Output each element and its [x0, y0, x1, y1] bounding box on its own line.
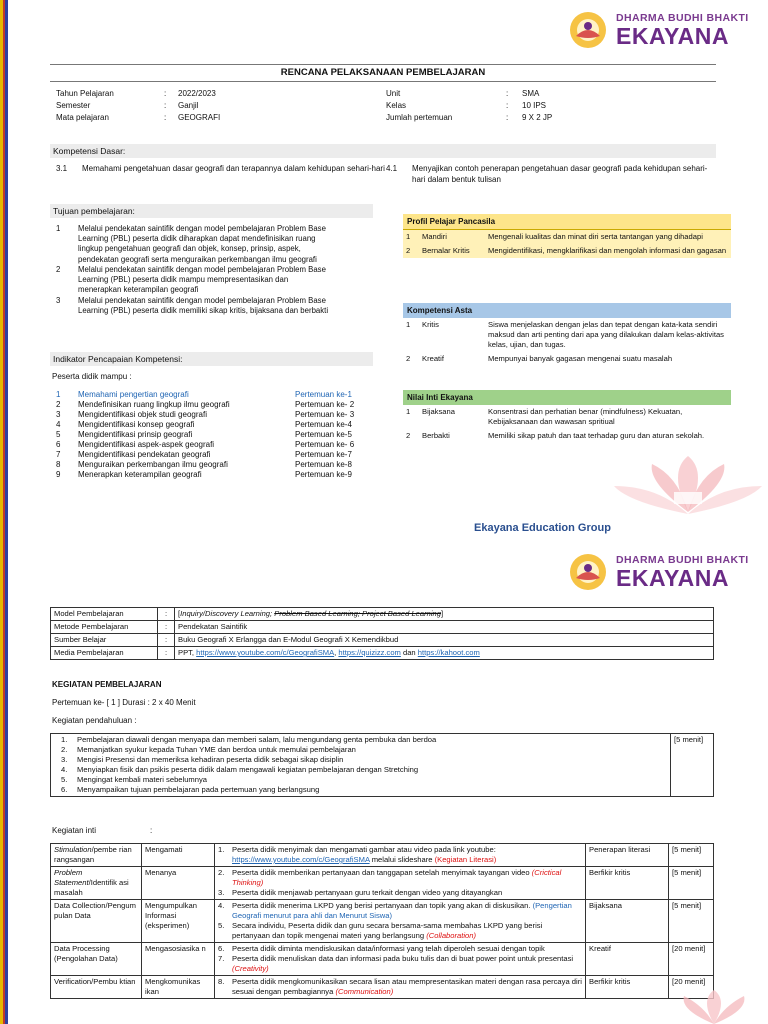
- tujuan-line: Learning (PBL) peserta didik memiliki sikap kritis, bijaksana dan berbakti: [78, 306, 329, 316]
- ipk-heading: Indikator Pencapaian Kompetensi:: [50, 352, 373, 366]
- ipk-text: Mengidentifikasi objek studi geografi: [78, 410, 207, 419]
- meta-label: Semester: [56, 101, 91, 110]
- inti-act: Menanya: [142, 867, 215, 900]
- pendahuluan-text: Memanjatkan syukur kepada Tuhan YME dan berdoa untuk memulai pembelajaran: [77, 745, 356, 754]
- step-text: Peserta didik menerima LKPD yang berisi pertanyaan dan topik yang akan di diskusikan.: [232, 901, 531, 910]
- link-youtube[interactable]: https://www.youtube.com/c/GeografiSMA: [232, 855, 370, 864]
- link-youtube[interactable]: https://www.youtube.com/c/GeografiSMA: [196, 648, 335, 657]
- nilai-heading: Nilai Inti Ekayana: [403, 390, 731, 405]
- tujuan-item: [56, 224, 370, 265]
- ipk-num: 2: [56, 400, 61, 409]
- lotus-decoration-icon: [608, 452, 768, 522]
- ipk-item: [56, 470, 376, 480]
- pendahuluan-item: 5. Mengingat kembali materi sebelumnya: [61, 775, 208, 784]
- pendahuluan-item: 2. Memanjatkan syukur kepada Tuhan YME dan berdoa untuk memulai pembelajaran: [61, 745, 356, 754]
- step-num: 5.: [218, 921, 225, 930]
- profil-row: [403, 244, 731, 258]
- row-desc: Siswa menjelaskan dengan jelas dan tepat dengan kata-kata sendiri maksud dan arti penting dari apa yang dilakukan dalam kelas-aktivitas kelas, ujian, dan tugas.: [488, 320, 724, 349]
- ipk-item: [56, 450, 376, 460]
- pendahuluan-text: Mengingat kembali materi sebelumnya: [77, 775, 208, 784]
- ipk-item: [56, 440, 376, 450]
- ipk-text: Menguraikan perkembangan ilmu geografi: [78, 460, 228, 469]
- inti-phase: Data Processing (Pengolahan Data): [51, 943, 142, 976]
- row-desc: Konsentrasi dan perhatian benar (mindfulness) Kekuatan, Kebijaksanaan dan wawasan spritiual: [488, 407, 683, 426]
- inti-phase: Data Collection/Pengum pulan Data: [51, 900, 142, 943]
- meta-label: Kelas: [386, 101, 407, 110]
- meta-value: 10 IPS: [522, 101, 547, 110]
- ipk-item: [56, 420, 376, 430]
- inti-steps: [215, 900, 586, 943]
- step-num: 7.: [218, 954, 225, 963]
- model-label: Model Pembelajaran: [51, 608, 158, 621]
- step-highlight: (Creativity): [232, 964, 269, 973]
- meta-label: Jumlah pertemuan: [386, 113, 453, 122]
- row-name: Kritis: [422, 320, 439, 329]
- inti-value: Bijaksana: [586, 900, 669, 943]
- tujuan-num: 3: [56, 296, 61, 305]
- step-text: Peserta didik menuliskan data dan informasi pada buku tulis dan di buat power point untuk presentasi: [232, 954, 574, 963]
- asta-row: [403, 352, 731, 366]
- meta-label: Mata pelajaran: [56, 113, 109, 122]
- tujuan-line: Melalui pendekatan saintifik dengan model pembelajaran Problem Base: [78, 296, 326, 305]
- ipk-text: Mengidentifikasi prinsip geografi: [78, 430, 193, 439]
- row-name: Bijaksana: [422, 407, 455, 416]
- inti-time: [20 menit]: [669, 943, 714, 976]
- left-stripe-bottom: [0, 512, 8, 1024]
- ipk-meet: Pertemuan ke- 2: [295, 400, 355, 409]
- row-no: 2: [406, 354, 411, 363]
- brand-line2: EKAYANA: [616, 23, 730, 49]
- row-desc: Mempunyai banyak gagasan mengenai suatu masalah: [488, 354, 673, 363]
- ipk-meet: Pertemuan ke-1: [295, 390, 352, 399]
- colon: :: [506, 113, 509, 122]
- tujuan-heading: Tujuan pembelajaran:: [50, 204, 373, 218]
- nilai-box: [403, 390, 731, 443]
- inti-steps: [215, 867, 586, 900]
- link-quizizz[interactable]: https://quizizz.com: [338, 648, 401, 657]
- row-name: Bernalar Kritis: [422, 246, 470, 255]
- colon: :: [164, 113, 167, 122]
- kd-right: [386, 163, 716, 185]
- link-kahoot[interactable]: https://kahoot.com: [417, 648, 480, 657]
- brand-line2: EKAYANA: [616, 565, 730, 591]
- tujuan-list: [56, 224, 370, 317]
- meta-label: Unit: [386, 89, 401, 98]
- inti-act: Mengamati: [142, 844, 215, 867]
- ipk-meet: Pertemuan ke-4: [295, 420, 352, 429]
- ipk-text: Menerapkan keterampilan geografi: [78, 470, 202, 479]
- inti-table: [50, 843, 714, 999]
- pendahuluan-text: Pembelajaran diawali dengan menyapa dan memberi salam, lalu mengundang genta pembuka dan berdoa: [77, 735, 437, 744]
- row-no: 1: [406, 407, 411, 416]
- inti-time: [5 menit]: [669, 900, 714, 943]
- inti-steps: [215, 943, 586, 976]
- tujuan-item: [56, 265, 370, 296]
- step-text: Peserta didik menjawab pertanyaan guru terkait dengan video yang ditayangkan: [232, 888, 503, 897]
- step-text: Secara individu, Peserta didik dan guru secara bersama-sama membahas LKPD yang berisi pertanyaan dan topik mengenai materi yang berlangsung: [232, 921, 543, 940]
- ekayana-emblem-icon: [568, 10, 608, 50]
- pendahuluan-text: Mengisi Presensi dan memeriksa kehadiran peserta didik sebagai sikap disiplin: [77, 755, 344, 764]
- step-highlight: (Collaboration): [426, 931, 477, 940]
- row-no: 2: [406, 246, 411, 255]
- asta-box: [403, 303, 731, 366]
- inti-phase: Verification/Pembu ktian: [51, 976, 142, 999]
- inti-value: Kreatif: [586, 943, 669, 976]
- inti-time: [5 menit]: [669, 844, 714, 867]
- group-name: Ekayana Education Group: [474, 522, 611, 534]
- tujuan-num: 1: [56, 224, 61, 233]
- nilai-row: [403, 429, 731, 443]
- inti-steps: [215, 976, 586, 999]
- inti-row: [51, 900, 714, 943]
- ipk-text: Mengidentifikasi konsep geografi: [78, 420, 195, 429]
- ipk-item: [56, 460, 376, 470]
- pendahuluan-table: [50, 733, 714, 797]
- ipk-item: [56, 410, 376, 420]
- step-num: 3.: [218, 888, 225, 897]
- colon: :: [158, 621, 175, 634]
- meta-value: GEOGRAFI: [178, 113, 221, 122]
- tujuan-line: Melalui pendekatan saintifik dengan model pembelajaran Problem Base: [78, 224, 326, 233]
- ipk-text: Mengidentifikasi aspek-aspek geografi: [78, 440, 215, 449]
- ipk-text: Memahami pengertian geografi: [78, 390, 189, 399]
- ipk-meet: Pertemuan ke- 6: [295, 440, 355, 449]
- inti-colon: :: [150, 826, 153, 835]
- step-highlight: (Kegiatan Literasi): [434, 855, 497, 864]
- step-num: 6.: [218, 944, 225, 953]
- pendahuluan-item: 1. Pembelajaran diawali dengan menyapa dan memberi salam, lalu mengundang genta pembuka dan berdoa: [61, 735, 437, 744]
- inti-value: Berfikir kritis: [586, 976, 669, 999]
- inti-value: Berfikir kritis: [586, 867, 669, 900]
- step-text: Peserta didik memberikan pertanyaan dan tanggapan setelah menyimak tayangan video: [232, 868, 530, 877]
- pendahuluan-item: 3. Mengisi Presensi dan memeriksa kehadiran peserta didik sebagai sikap disiplin: [61, 755, 344, 764]
- asta-heading: Kompetensi Asta: [403, 303, 731, 318]
- meta-value: 9 X 2 JP: [522, 113, 553, 122]
- meta-label: Tahun Pelajaran: [56, 89, 114, 98]
- lotus-decoration-icon: [660, 990, 768, 1024]
- step-num: 2.: [218, 868, 225, 877]
- inti-row: [51, 976, 714, 999]
- kd-left-text: Memahami pengetahuan dasar geografi dan terapannya dalam kehidupan sehari-hari: [82, 164, 385, 173]
- colon: :: [506, 89, 509, 98]
- ipk-num: 3: [56, 410, 61, 419]
- brand-logo: [568, 552, 749, 592]
- colon: :: [158, 634, 175, 647]
- inti-row: [51, 844, 714, 867]
- model-row: [51, 647, 714, 660]
- model-label: Metode Pembelajaran: [51, 621, 158, 634]
- meta-right: [386, 88, 586, 124]
- row-no: 1: [406, 320, 411, 329]
- row-desc: Mengidentifikasi, mengklarifikasi dan mengolah informasi dan gagasan: [488, 246, 727, 255]
- ipk-meet: Pertemuan ke-8: [295, 460, 352, 469]
- colon: :: [158, 608, 175, 621]
- ipk-num: 6: [56, 440, 61, 449]
- ipk-list: [56, 390, 376, 480]
- inti-value: Penerapan literasi: [586, 844, 669, 867]
- row-name: Berbakti: [422, 431, 450, 440]
- tujuan-item: [56, 296, 370, 317]
- step-highlight: (Pengertian Geografi menurut para ahli dan Menurut Siswa): [232, 901, 572, 920]
- ipk-item: [56, 390, 376, 400]
- model-value: PPT, https://www.youtube.com/c/GeografiSMA, https://quizizz.com dan https://kahoot.com: [175, 647, 714, 660]
- ipk-meet: Pertemuan ke-5: [295, 430, 352, 439]
- step-num: 8.: [218, 977, 225, 986]
- meta-left: [56, 88, 221, 124]
- inti-row: [51, 943, 714, 976]
- profil-heading: Profil Pelajar Pancasila: [403, 214, 731, 230]
- pertemuan-line: Pertemuan ke- [ 1 ] Durasi : 2 x 40 Menit: [52, 698, 196, 707]
- asta-table: [403, 318, 731, 366]
- tujuan-line: Learning (PBL) peserta didik diharapkan dapat mendefinisikan ruang: [78, 234, 316, 244]
- inti-time: [20 menit]: [669, 976, 714, 999]
- meta-value: Ganjil: [178, 101, 199, 110]
- ipk-meet: Pertemuan ke- 3: [295, 410, 355, 419]
- ipk-meet: Pertemuan ke-7: [295, 450, 352, 459]
- kd-right-num: 4.1: [386, 164, 398, 173]
- kd-left-num: 3.1: [56, 164, 68, 173]
- tujuan-line: Learning (PBL) peserta didik mampu mempresentasikan dan: [78, 275, 289, 285]
- pendahuluan-list: [51, 734, 671, 797]
- model-label: Sumber Belajar: [51, 634, 158, 647]
- model-label: Media Pembelajaran: [51, 647, 158, 660]
- colon: :: [506, 101, 509, 110]
- ipk-meet: Pertemuan ke-9: [295, 470, 352, 479]
- tujuan-line: lingkup pengetahuan geografi dan objek, konsep, prinsip, aspek,: [78, 244, 301, 254]
- colon: :: [158, 647, 175, 660]
- ipk-sub: Peserta didik mampu :: [52, 372, 132, 381]
- ipk-num: 7: [56, 450, 61, 459]
- model-value: Pendekatan Saintifik: [175, 621, 714, 634]
- ipk-num: 8: [56, 460, 61, 469]
- brand-line1: DHARMA BUDHI BHAKTI: [616, 12, 749, 24]
- colon: :: [164, 101, 167, 110]
- ipk-text: Mendefinisikan ruang lingkup ilmu geografi: [78, 400, 230, 409]
- pendahuluan-item: 6. Menyampaikan tujuan pembelajaran pada pertemuan yang berlangsung: [61, 785, 320, 794]
- row-no: 2: [406, 431, 411, 440]
- colon: :: [164, 89, 167, 98]
- pendahuluan-text: Menyampaikan tujuan pembelajaran pada pertemuan yang berlangsung: [77, 785, 320, 794]
- brand-line1: DHARMA BUDHI BHAKTI: [616, 554, 749, 566]
- nilai-row: [403, 405, 731, 429]
- inti-label: Kegiatan inti: [52, 826, 97, 835]
- step-num: 1.: [218, 845, 225, 854]
- row-desc: Mengenali kualitas dan minat diri serta tantangan yang dihadapi: [488, 232, 703, 241]
- step-text: Peserta didik mengkomunikasikan secara lisan atau mempresentasikan materi dengan rasa percaya diri sesuai dengan pembagiannya: [232, 977, 582, 996]
- row-name: Kreatif: [422, 354, 444, 363]
- step-text: Peserta didik diminta mendiskusikan data/informasi yang telah diperoleh sesuai dengan topik: [232, 944, 545, 953]
- row-desc: Memiliki sikap patuh dan taat terhadap guru dan aturan sekolah.: [488, 431, 705, 440]
- step-highlight: (Crictical Thinking): [232, 868, 562, 887]
- ipk-text: Mengidentifikasi pendekatan geografi: [78, 450, 211, 459]
- ipk-item: [56, 400, 376, 410]
- row-no: 1: [406, 232, 411, 241]
- kd-right-text: Menyajikan contoh penerapan pengetahuan dasar geografi pada kehidupan sehari-hari dalam bentuk tulisan: [412, 164, 708, 184]
- meta-value: SMA: [522, 89, 540, 98]
- inti-phase: Stimulation/pembe rian rangsangan: [51, 844, 142, 867]
- ipk-num: 4: [56, 420, 61, 429]
- inti-act: Mengkomunikas ikan: [142, 976, 215, 999]
- model-table: [50, 607, 714, 660]
- brand-logo: [568, 10, 749, 50]
- tujuan-line: Melalui pendekatan saintifik dengan model pembelajaran Problem Base: [78, 265, 326, 274]
- profil-box: [403, 214, 731, 258]
- row-name: Mandiri: [422, 232, 447, 241]
- inti-row: [51, 867, 714, 900]
- inti-time: [5 menit]: [669, 867, 714, 900]
- step-highlight: (Communication): [335, 987, 394, 996]
- kd-heading: Kompetensi Dasar:: [50, 144, 716, 158]
- ekayana-emblem-icon: [568, 552, 608, 592]
- tujuan-line: pendekatan geografi serta menguraikan perkembangan ilmu geografi: [78, 254, 317, 264]
- pendahuluan-time: [5 menit]: [671, 734, 714, 797]
- asta-row: [403, 318, 731, 352]
- pendahuluan-text: Menyiapkan fisik dan psikis peserta didik dalam mengawali kegiatan pembelajaran dengan Stretching: [77, 765, 419, 774]
- kegiatan-heading: KEGIATAN PEMBELAJARAN: [52, 680, 162, 689]
- model-value: Buku Geografi X Erlangga dan E-Modul Geografi X Kemendikbud: [175, 634, 714, 647]
- pendahuluan-label: Kegiatan pendahuluan :: [52, 716, 137, 725]
- inti-act: Mengasosiasika n: [142, 943, 215, 976]
- ipk-num: 5: [56, 430, 61, 439]
- inti-act: Mengumpulkan Informasi (eksperimen): [142, 900, 215, 943]
- model-row: [51, 621, 714, 634]
- model-value: [Inquiry/Discovery Learning; Problem Based Learning; Project Based Learning]: [175, 608, 714, 621]
- model-row: [51, 634, 714, 647]
- tujuan-line: menerapkan keterampilan geografi: [78, 285, 199, 295]
- profil-row: [403, 230, 731, 244]
- doc-title: RENCANA PELAKSANAAN PEMBELAJARAN: [50, 64, 716, 82]
- ipk-item: [56, 430, 376, 440]
- model-row: [51, 608, 714, 621]
- nilai-table: [403, 405, 731, 443]
- kd-left: [56, 163, 386, 174]
- inti-phase: Problem Statement/Identifik asi masalah: [51, 867, 142, 900]
- ipk-num: 1: [56, 390, 61, 399]
- inti-steps: 1. Peserta didik menyimak dan mengamati gambar atau video pada link youtube: https://www.youtube.com/c/GeografiSMA melalui slideshare (Kegiatan Literasi): [215, 844, 586, 867]
- profil-table: [403, 230, 731, 258]
- left-stripe-top: [0, 0, 8, 512]
- meta-value: 2022/2023: [178, 89, 216, 98]
- tujuan-num: 2: [56, 265, 61, 274]
- ipk-num: 9: [56, 470, 61, 479]
- pendahuluan-item: 4. Menyiapkan fisik dan psikis peserta didik dalam mengawali kegiatan pembelajaran dengan Stretching: [61, 765, 419, 774]
- step-num: 4.: [218, 901, 225, 910]
